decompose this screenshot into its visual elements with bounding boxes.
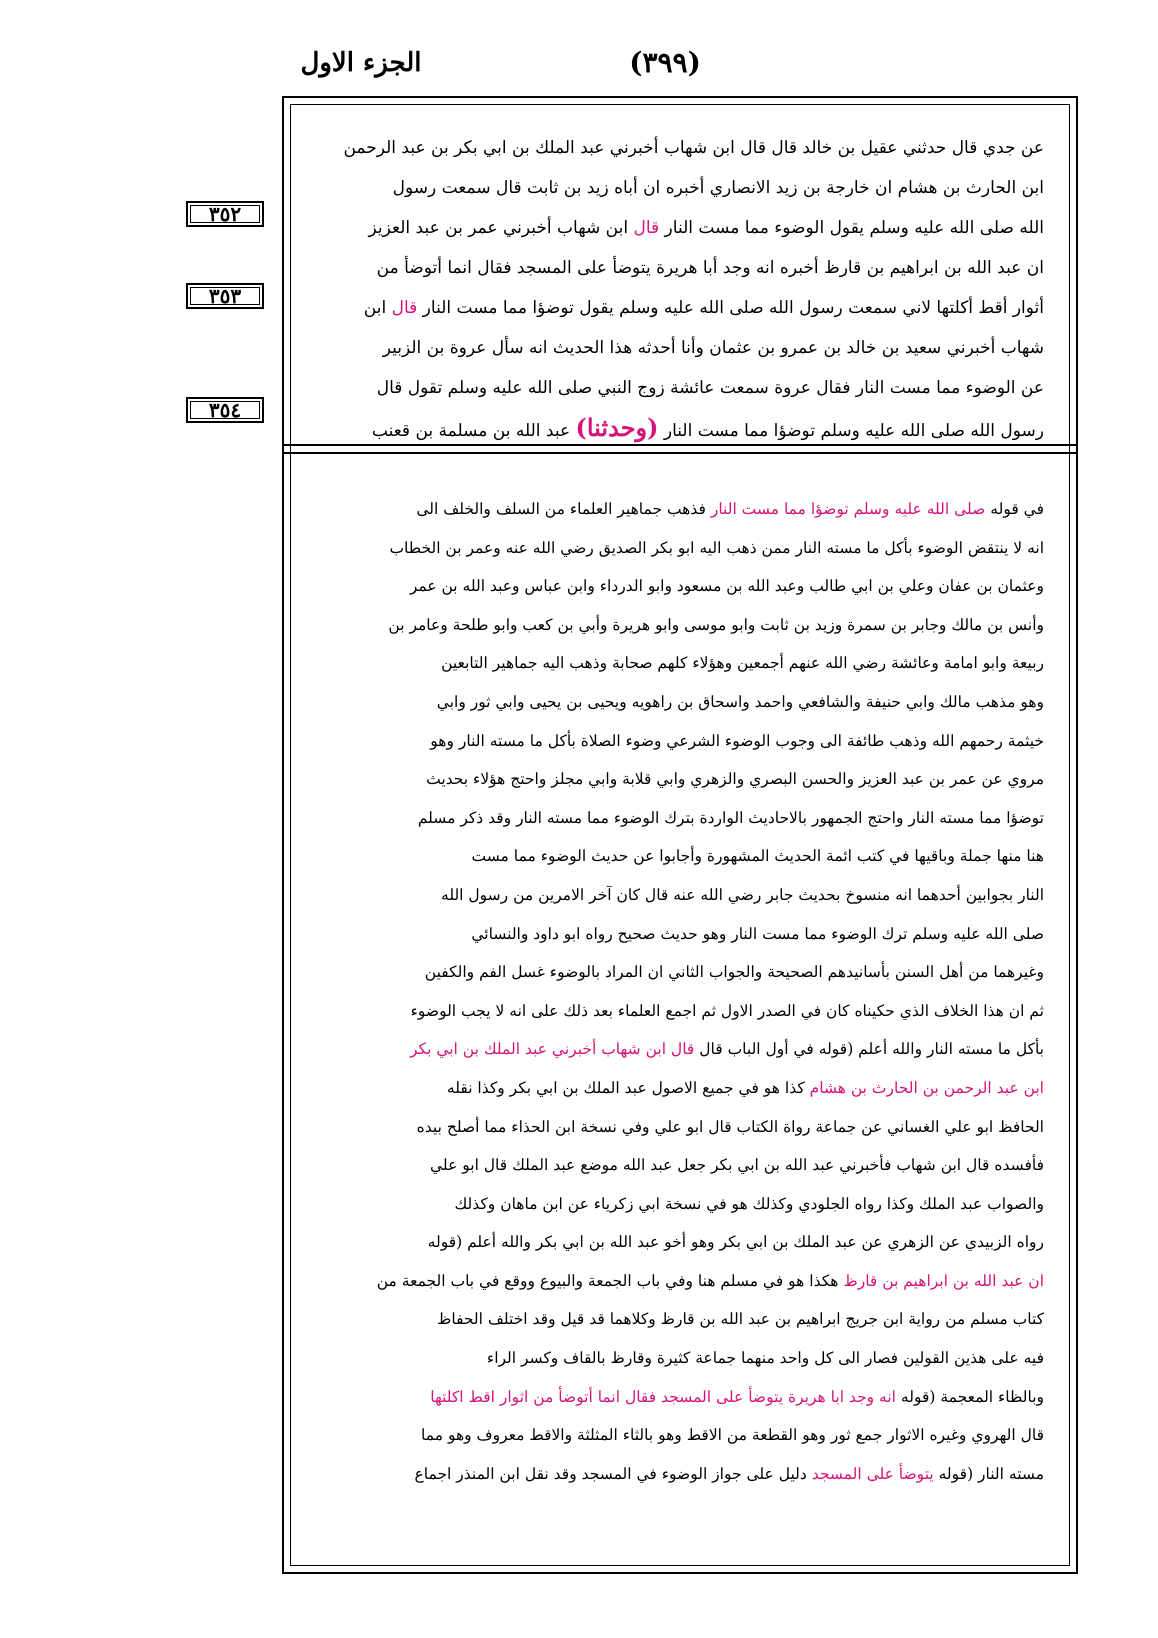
text-segment: كتاب مسلم من رواية ابن جريج ابراهيم بن عبد الله بن قارظ وكلاهما قد قيل وقد اختلف الحفاظ xyxy=(437,1310,1044,1329)
text-line xyxy=(318,876,1044,915)
text-line xyxy=(318,992,1044,1031)
text-segment: خيثمة رحمهم الله وذهب طائفة الى وجوب الوضوء الشرعي وضوء الصلاة بأكل ما مسته النار وهو xyxy=(430,731,1044,750)
text-segment: دليل على جواز الوضوء في المسجد وقد نقل ابن المنذر اجماع xyxy=(414,1464,812,1483)
text-line xyxy=(318,368,1044,408)
text-segment: قال الهروي وغيره الاثوار جمع ثور وهو القطعة من الاقط وهو بالثاء المثلثة والاقط معروف وهو مما xyxy=(421,1426,1044,1445)
text-segment: ابن الحارث بن هشام ان خارجة بن زيد الانصاري أخبره ان أباه زيد بن ثابت قال سمعت رسول xyxy=(392,178,1044,198)
text-segment: رسول الله صلى الله عليه وسلم توضؤا مما مست النار xyxy=(658,421,1044,441)
hadith-number-box: ٣٥٤ xyxy=(186,397,264,423)
text-line xyxy=(318,1416,1044,1455)
text-segment: وغيرهما من أهل السنن بأسانيدهم الصحيحة والجواب الثاني ان المراد بالوضوء غسل الفم والكفين xyxy=(424,963,1044,982)
highlighted-quote: يتوضأ على المسجد xyxy=(811,1464,934,1483)
text-segment: الله صلى الله عليه وسلم يقول الوضوء مما مست النار xyxy=(659,218,1044,238)
text-segment: الحافظ ابو علي الغساني عن جماعة رواة الكتاب قال ابو علي وفي نسخة ابن الحذاء مما أصلح بيده xyxy=(416,1117,1044,1136)
text-line xyxy=(318,1185,1044,1224)
text-segment: ابن xyxy=(363,298,392,318)
text-segment: فأفسده قال ابن شهاب فأخبرني عبد الله بن ابي بكر جعل عبد الله موضع عبد الملك قال ابو علي xyxy=(430,1156,1044,1175)
text-segment: ربيعة وابو امامة وعائشة رضي الله عنهم أجمعين وهؤلاء كلهم صحابة وذهب اليه جماهير التابعين xyxy=(441,654,1044,673)
text-line xyxy=(318,1262,1044,1301)
text-segment: والصواب عبد الملك وكذا رواه الجلودي وكذلك هو في نسخة ابي زكرياء عن ابن ماهان وكذلك xyxy=(454,1194,1044,1213)
text-line xyxy=(318,1300,1044,1339)
highlighted-quote: ان عبد الله بن ابراهيم بن قارظ xyxy=(843,1271,1044,1290)
text-line xyxy=(318,408,1044,448)
text-line xyxy=(318,915,1044,954)
text-line xyxy=(318,328,1044,368)
highlighted-quote: قال xyxy=(391,298,418,318)
text-line xyxy=(318,722,1044,761)
text-segment: وبالظاء المعجمة (قوله xyxy=(896,1387,1044,1406)
text-line xyxy=(318,208,1044,248)
text-segment: شهاب أخبرني سعيد بن خالد بن عمرو بن عثمان وأنا أحدثه هذا الحديث انه سأل عروة بن الزبير xyxy=(382,338,1044,358)
text-segment: عن جدي قال حدثني عقيل بن خالد قال قال ابن شهاب أخبرني عبد الملك بن ابي بكر بن عبد الرحمن xyxy=(343,138,1044,158)
text-line xyxy=(318,683,1044,722)
highlighted-quote: ابن عبد الرحمن بن الحارث بن هشام xyxy=(809,1078,1044,1097)
text-line xyxy=(318,606,1044,645)
hadith-text-block xyxy=(318,128,1044,448)
text-line xyxy=(318,760,1044,799)
text-line xyxy=(318,1378,1044,1417)
text-segment: فذهب جماهير العلماء من السلف والخلف الى xyxy=(416,500,711,518)
text-line xyxy=(318,1069,1044,1108)
text-line xyxy=(318,837,1044,876)
text-segment: بأكل ما مسته النار والله أعلم (قوله في أول الباب قال xyxy=(694,1040,1044,1059)
text-segment: هكذا هو في مسلم هنا وفي باب الجمعة والبيوع ووقع في باب الجمعة من xyxy=(376,1271,844,1290)
hadith-number-box: ٣٥٢ xyxy=(186,201,264,227)
text-segment: مروي عن عمر بن عبد العزيز والحسن البصري والزهري وابي قلابة وابي مجلز واحتج هؤلاء بحديث xyxy=(426,770,1044,789)
text-segment: وهو مذهب مالك وابي حنيفة والشافعي واحمد واسحاق بن راهويه ويحيى بن يحيى وابي ثور وابي xyxy=(436,692,1044,711)
page-number: (٣٩٩) xyxy=(629,46,701,79)
text-segment: عن الوضوء مما مست النار فقال عروة سمعت عائشة زوج النبي صلى الله عليه وسلم تقول قال xyxy=(376,378,1044,398)
text-line xyxy=(318,529,1044,568)
text-segment: رواه الزبيدي عن الزهري عن عبد الملك بن ابي بكر وهو أخو عبد الله بن ابي بكر والله أعلم (قوله xyxy=(427,1233,1044,1252)
text-segment: كذا هو في جميع الاصول عبد الملك بن ابي بكر وكذا نقله xyxy=(446,1078,810,1097)
text-segment: ثم ان هذا الخلاف الذي حكيناه كان في الصدر الاول ثم اجمع العلماء بعد ذلك على انه لا يجب الوضوء xyxy=(410,1001,1044,1020)
highlighted-quote: قال xyxy=(633,218,660,238)
text-line xyxy=(318,288,1044,328)
text-line xyxy=(318,1455,1044,1494)
text-line xyxy=(318,1030,1044,1069)
text-line xyxy=(318,567,1044,606)
text-segment: ان عبد الله بن ابراهيم بن قارظ أخبره انه وجد أبا هريرة يتوضأ على المسجد فقال انما أتوضأ من xyxy=(376,258,1044,278)
text-line xyxy=(318,953,1044,992)
commentary-text-block xyxy=(318,490,1044,1493)
text-line xyxy=(318,490,1044,529)
text-segment: النار بجوابين أحدهما انه منسوخ بحديث جابر رضي الله عنه قال كان آخر الامرين من رسول الله xyxy=(441,885,1044,904)
text-line xyxy=(318,248,1044,288)
text-segment: توضؤا مما مسته النار واحتج الجمهور بالاحاديث الواردة بترك الوضوء مما مسته النار وقد ذكر مسلم xyxy=(417,808,1044,827)
highlighted-quote: قال ابن شهاب أخبرني عبد الملك بن ابي بكر xyxy=(409,1040,695,1059)
highlighted-quote: صلى الله عليه وسلم توضؤا مما مست النار xyxy=(710,500,986,518)
volume-label: الجزء الاول xyxy=(300,48,422,78)
text-line xyxy=(318,168,1044,208)
text-segment: وأنس بن مالك وجابر بن سمرة وزيد بن ثابت وابو موسى وابو هريرة وأبي بن كعب وابو طلحة وعامر بن xyxy=(388,615,1044,634)
text-line xyxy=(318,644,1044,683)
text-segment: أثوار أقط أكلتها لاني سمعت رسول الله صلى الله عليه وسلم يقول توضؤا مما مست النار xyxy=(417,298,1044,318)
text-segment: انه لا ينتقض الوضوء بأكل ما مسته النار ممن ذهب اليه ابو بكر الصديق رضي الله عنه وعمر بن الخطاب xyxy=(389,538,1044,557)
text-line xyxy=(318,1146,1044,1185)
text-segment: وعثمان بن عفان وعلي بن ابي طالب وعبد الله بن مسعود وابو الدرداء وابن عباس وعبد الله بن عمر xyxy=(409,577,1044,596)
text-segment: صلى الله عليه وسلم ترك الوضوء مما مست النار وهو حديث صحيح رواه ابو داود والنسائي xyxy=(471,924,1044,943)
highlighted-quote: (وحدثنا) xyxy=(575,413,659,442)
text-line xyxy=(318,1223,1044,1262)
text-line xyxy=(318,1108,1044,1147)
text-segment: في قوله xyxy=(985,500,1044,518)
text-line xyxy=(318,128,1044,168)
highlighted-quote: انه وجد ابا هريرة يتوضأ على المسجد فقال انما أتوضأ من اثوار اقط اكلتها xyxy=(430,1387,896,1406)
text-segment: هنا منها جملة وباقيها في كتب ائمة الحديث المشهورة وأجابوا عن حديث الوضوء مما مست xyxy=(471,847,1044,866)
text-line xyxy=(318,1339,1044,1378)
section-divider xyxy=(282,452,1078,454)
text-segment: فيه على هذين القولين فصار الى كل واحد منهما جماعة كثيرة وقارظ بالقاف وكسر الراء xyxy=(486,1349,1044,1368)
text-segment: ابن شهاب أخبرني عمر بن عبد العزيز xyxy=(368,218,634,238)
text-segment: عبد الله بن مسلمة بن قعنب xyxy=(371,421,576,441)
hadith-number-box: ٣٥٣ xyxy=(186,283,264,309)
text-line xyxy=(318,799,1044,838)
text-segment: مسته النار (قوله xyxy=(933,1464,1044,1483)
